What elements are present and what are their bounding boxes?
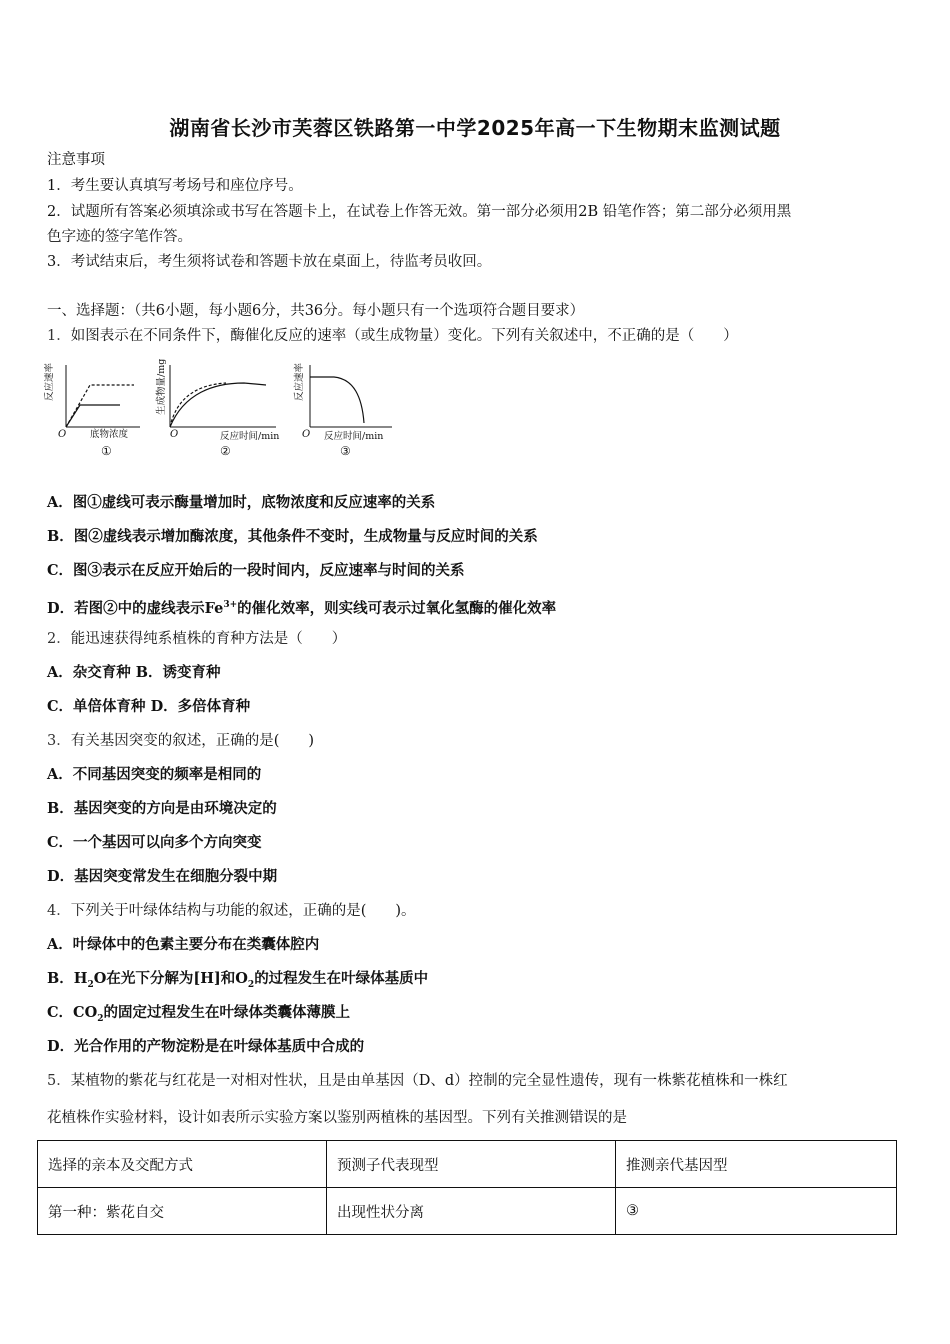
q3-option-d: D．基因突变常发生在细胞分裂中期: [47, 868, 278, 885]
enzyme-graphs-figure: [44, 355, 404, 465]
notice-item-3: 3．考试结束后，考生须将试卷和答题卡放在桌面上，待监考员收回。: [47, 254, 492, 270]
graph-2-ylabel: 生成物量/mg: [156, 358, 167, 415]
question-number: 2．: [47, 631, 71, 647]
table-cell: ③: [616, 1188, 897, 1235]
experiment-table: [37, 1140, 897, 1235]
notice-item-2-cont: 色字迹的签字笔作答。: [47, 229, 192, 245]
graph-3-ylabel: 反应速率: [294, 362, 305, 401]
notice-heading: 注意事项: [47, 152, 105, 168]
table-header-cell: 推测亲代基因型: [616, 1141, 897, 1188]
q3-option-b: B．基因突变的方向是由环境决定的: [47, 800, 277, 817]
section-heading: 一、选择题：（共6小题，每小题6分，共36分。每小题只有一个选项符合题目要求）: [47, 303, 585, 319]
graph-1-solid-line: [66, 405, 120, 427]
table-cell: 第一种：紫花自交: [38, 1188, 327, 1235]
graph-3-xlabel: 反应时间/min: [324, 431, 384, 442]
graph-1-origin: O: [58, 429, 67, 440]
question-1-stem: [47, 326, 738, 346]
graph-3-label: ③: [340, 444, 351, 458]
graph-2-xlabel: 反应时间/min: [220, 431, 280, 442]
graph-1: [44, 362, 140, 458]
graph-2: [155, 359, 279, 458]
table-row: [38, 1188, 897, 1235]
q4-option-c: C．$CO_2$的固定过程发生在叶绿体类囊体薄膜上: [47, 1004, 350, 1024]
graph-3-origin: O: [302, 429, 311, 440]
q4-option-d: D．光合作用的产物淀粉是在叶绿体基质中合成的: [47, 1038, 365, 1055]
table-cell: 出现性状分离: [327, 1188, 616, 1235]
q1-option-d: D．若图②中的虚线表示$Fe^{3+}$的催化效率，则实线可表示过氧化氢酶的催化效率: [47, 599, 557, 617]
table-header-cell: 预测子代表现型: [327, 1141, 616, 1188]
q4-option-a: A．叶绿体中的色素主要分布在类囊体腔内: [47, 936, 320, 953]
question-5-stem: 5．某植物的紫花与红花是一对相对性状，且是由单基因（D、d）控制的完全显性遗传，现有一株紫花植株和一株红: [47, 1073, 788, 1089]
table-header-row: [38, 1141, 897, 1188]
question-number: 1．: [47, 328, 71, 344]
q1-option-c: C．图③表示在反应开始后的一段时间内，反应速率与时间的关系: [47, 562, 465, 579]
graph-2-solid-line: [170, 383, 266, 427]
graph-1-label: ①: [101, 444, 112, 458]
q3-option-c: C．一个基因可以向多个方向突变: [47, 834, 262, 851]
q1-option-a: A．图①虚线可表示酶量增加时，底物浓度和反应速率的关系: [47, 494, 436, 511]
q3-option-a: A．不同基因突变的频率是相同的: [47, 766, 262, 783]
question-2-stem: 2．能迅速获得纯系植株的育种方法是（ ）: [47, 631, 347, 647]
question-number: 3．: [47, 733, 71, 749]
question-number: 5．: [47, 1073, 71, 1089]
notice-item-1: 1．考生要认真填写考场号和座位序号。: [47, 178, 303, 194]
page-title: 湖南省长沙市芙蓉区铁路第一中学2025年高一下生物期末监测试题: [169, 116, 781, 140]
graph-3-curve: [310, 377, 364, 423]
graph-3: [293, 362, 392, 458]
question-number: 4．: [47, 903, 71, 919]
q1-option-b: B．图②虚线表示增加酶浓度，其他条件不变时，生成物量与反应时间的关系: [47, 528, 538, 545]
q2-options-ab: A．杂交育种 B．诱变育种: [47, 664, 221, 681]
graph-2-origin: O: [170, 429, 179, 440]
table-header-cell: 选择的亲本及交配方式: [38, 1141, 327, 1188]
q4-option-b: B．$H_2O$在光下分解为[H]和$O_2$的过程发生在叶绿体基质中: [47, 970, 429, 990]
graph-1-xlabel: 底物浓度: [90, 429, 129, 440]
graph-1-dashed-line: [66, 385, 134, 427]
notice-item-2: 2．试题所有答案必须填涂或书写在答题卡上，在试卷上作答无效。第一部分必须用2B 铅笔作答；第二部分必须用黑: [47, 204, 792, 220]
graph-2-label: ②: [220, 444, 231, 458]
graph-2-dashed-line: [170, 383, 226, 427]
graph-1-ylabel: 反应速率: [44, 362, 55, 401]
question-3-stem: 3．有关基因突变的叙述，正确的是( ): [47, 733, 315, 749]
q2-options-cd: C．单倍体育种 D．多倍体育种: [47, 698, 251, 715]
question-4-stem: 4．下列关于叶绿体结构与功能的叙述，正确的是( )。: [47, 903, 416, 919]
question-text: 如图表示在不同条件下，酶催化反应的速率（或生成物量）变化。下列有关叙述中，不正确的是（ ）: [70, 328, 738, 344]
question-5-stem-cont: 花植株作实验材料，设计如表所示实验方案以鉴别两植株的基因型。下列有关推测错误的是: [47, 1110, 627, 1126]
